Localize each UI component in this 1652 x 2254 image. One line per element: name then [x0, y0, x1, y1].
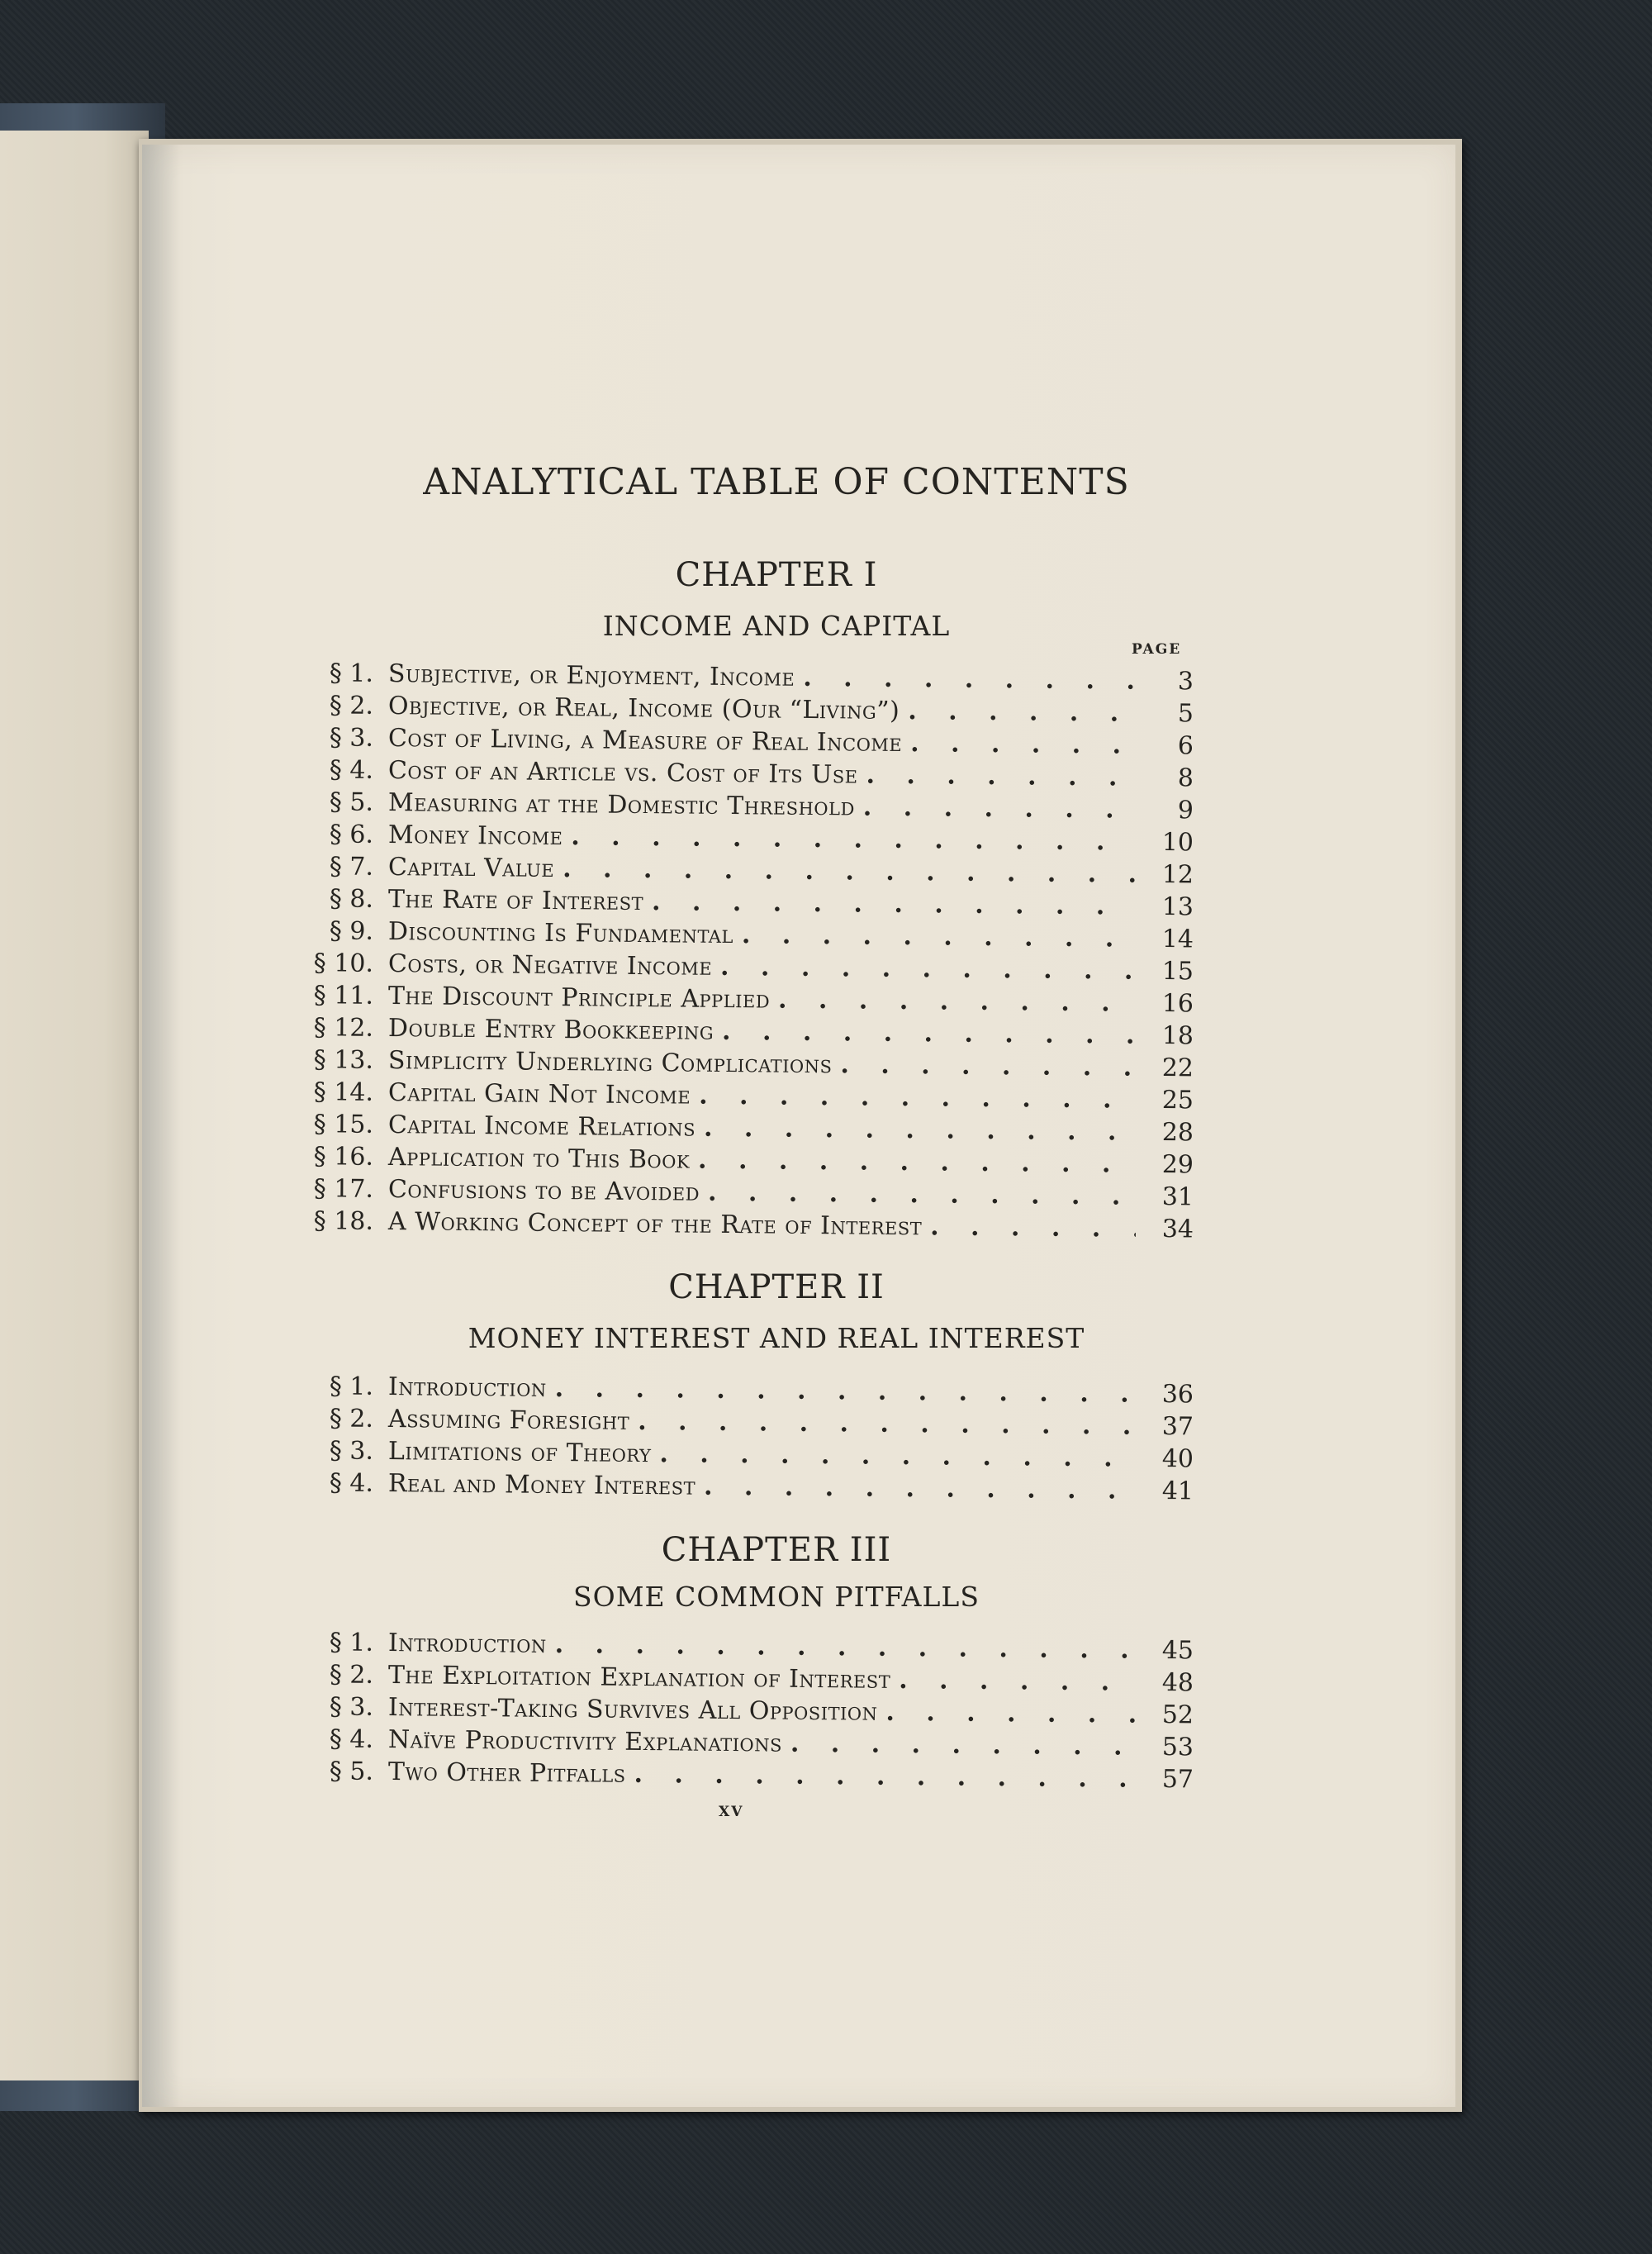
section-title: Objective, or Real, Income (Our “Living”): [387, 692, 900, 726]
leader-dots: [720, 953, 1136, 986]
leader-dots: [778, 986, 1136, 1018]
page-number: 15: [1161, 957, 1194, 987]
page-gutter: [142, 145, 179, 2107]
section-number: § 2.: [329, 1660, 374, 1690]
section-number: § 18.: [313, 1206, 374, 1236]
section-number: § 6.: [329, 820, 374, 849]
chapter-subtitle: SOME COMMON PITFALLS: [573, 1581, 980, 1613]
section-title: The Discount Principle Applied: [387, 982, 771, 1015]
section-number: § 4.: [329, 755, 374, 785]
section-number: § 1.: [329, 1372, 374, 1401]
section-number: § 2.: [329, 691, 374, 720]
page-number: 14: [1161, 925, 1194, 954]
section-number: § 9.: [329, 916, 374, 946]
leader-dots: [659, 1439, 1136, 1473]
section-title: Discounting Is Fundamental: [387, 917, 734, 950]
section-number: § 1.: [329, 659, 374, 688]
page-number: 25: [1161, 1086, 1194, 1115]
page-number: 41: [1161, 1477, 1194, 1506]
leader-dots: [742, 920, 1136, 953]
page-number: 5: [1177, 699, 1194, 729]
section-title: Costs, or Negative Income: [387, 949, 713, 982]
section-title: Double Entry Bookkeeping: [387, 1014, 714, 1046]
page-number: 36: [1161, 1380, 1194, 1410]
section-number: § 1.: [329, 1628, 374, 1657]
section-title: Cost of Living, a Measure of Real Income: [387, 724, 903, 758]
leader-dots: [698, 1146, 1136, 1179]
page-number: 13: [1161, 892, 1194, 922]
page-number: 18: [1161, 1021, 1194, 1051]
leader-dots: [563, 854, 1136, 889]
section-number: § 4.: [329, 1468, 374, 1498]
section-number: § 2.: [329, 1404, 374, 1434]
leader-dots: [704, 1114, 1136, 1147]
section-number: § 14.: [313, 1077, 374, 1107]
page-number: 37: [1161, 1412, 1194, 1442]
leader-dots: [704, 1472, 1136, 1505]
left-page-edge: [0, 131, 149, 2080]
section-number: § 5.: [329, 1757, 374, 1786]
section-title: Naïve Productivity Explanations: [387, 1725, 783, 1758]
section-title: Limitations of Theory: [387, 1437, 652, 1469]
leader-dots: [899, 1666, 1136, 1697]
page-number: 16: [1161, 989, 1194, 1019]
leader-dots: [910, 729, 1136, 760]
section-title: A Working Concept of the Rate of Interest: [387, 1207, 923, 1242]
section-number: § 12.: [313, 1013, 374, 1043]
page-number: 53: [1161, 1733, 1194, 1762]
section-number: § 3.: [329, 723, 374, 753]
chapter-subtitle: INCOME AND CAPITAL: [602, 610, 951, 642]
page-column-header: PAGE: [1132, 641, 1182, 658]
page-number: 22: [1161, 1053, 1194, 1083]
page-number: 40: [1161, 1444, 1194, 1474]
section-title: Measuring at the Domestic Threshold: [387, 788, 856, 822]
section-title: Subjective, or Enjoyment, Income: [387, 659, 795, 692]
page-number: 28: [1161, 1118, 1194, 1148]
leader-dots: [555, 1374, 1137, 1409]
leader-dots: [652, 887, 1136, 921]
page-number: 12: [1161, 860, 1194, 890]
chapter-heading: CHAPTER III: [661, 1531, 892, 1569]
leader-dots: [863, 793, 1136, 825]
leader-dots: [908, 697, 1136, 728]
leader-dots: [885, 1698, 1136, 1729]
section-number: § 17.: [313, 1174, 374, 1204]
leader-dots: [638, 1407, 1136, 1441]
page-number: 57: [1161, 1765, 1194, 1795]
section-number: § 4.: [329, 1724, 374, 1754]
section-title: Interest-Taking Survives All Opposition: [387, 1693, 878, 1727]
section-number: § 10.: [313, 949, 374, 978]
section-number: § 3.: [329, 1692, 374, 1722]
page-number: 10: [1161, 828, 1194, 858]
section-title: Two Other Pitfalls: [387, 1757, 626, 1789]
leader-dots: [790, 1729, 1136, 1762]
section-title: Application to This Book: [387, 1143, 691, 1175]
section-title: The Exploitation Explanation of Interest: [387, 1661, 891, 1695]
page-number: 45: [1161, 1636, 1194, 1666]
section-title: Money Income: [387, 820, 563, 852]
page-number: 29: [1161, 1150, 1194, 1180]
folio-page-number: xv: [719, 1797, 744, 1821]
section-number: § 11.: [313, 981, 374, 1010]
section-title: Capital Value: [387, 853, 555, 883]
section-title: Introduction: [387, 1372, 547, 1403]
page-number: 8: [1177, 763, 1194, 793]
chapter-heading: CHAPTER I: [675, 556, 878, 594]
page-number: 9: [1177, 796, 1194, 825]
section-number: § 5.: [329, 787, 374, 817]
section-title: Capital Gain Not Income: [387, 1078, 691, 1110]
page-number: 34: [1161, 1215, 1194, 1244]
page-title: ANALYTICAL TABLE OF CONTENTS: [423, 461, 1130, 503]
section-title: Confusions to be Avoided: [387, 1175, 700, 1207]
leader-dots: [840, 1050, 1136, 1082]
leader-dots: [634, 1760, 1136, 1794]
leader-dots: [555, 1630, 1137, 1665]
section-number: § 7.: [329, 852, 374, 882]
page-number: 52: [1161, 1700, 1194, 1730]
page-number: 3: [1177, 667, 1194, 697]
page-number: 6: [1177, 731, 1194, 761]
section-number: § 3.: [329, 1436, 374, 1466]
leader-dots: [708, 1178, 1136, 1211]
leader-dots: [722, 1017, 1136, 1050]
leader-dots: [866, 761, 1136, 792]
section-title: Introduction: [387, 1629, 547, 1659]
leader-dots: [803, 663, 1136, 696]
leader-dots: [930, 1212, 1136, 1243]
section-title: Real and Money Interest: [387, 1469, 696, 1501]
section-title: The Rate of Interest: [387, 885, 644, 917]
section-number: § 8.: [329, 884, 374, 914]
leader-dots: [571, 822, 1136, 857]
leader-dots: [699, 1082, 1136, 1115]
section-title: Simplicity Underlying Complications: [387, 1046, 833, 1080]
chapter-heading: CHAPTER II: [668, 1268, 885, 1306]
section-number: § 16.: [313, 1142, 374, 1172]
section-title: Capital Income Relations: [387, 1110, 696, 1143]
chapter-subtitle: MONEY INTEREST AND REAL INTEREST: [468, 1322, 1085, 1354]
section-number: § 13.: [313, 1045, 374, 1075]
section-number: § 15.: [313, 1110, 374, 1139]
page-number: 31: [1161, 1182, 1194, 1212]
page-number: 48: [1161, 1668, 1194, 1698]
section-title: Cost of an Article vs. Cost of Its Use: [387, 756, 858, 790]
section-title: Assuming Foresight: [387, 1405, 630, 1436]
